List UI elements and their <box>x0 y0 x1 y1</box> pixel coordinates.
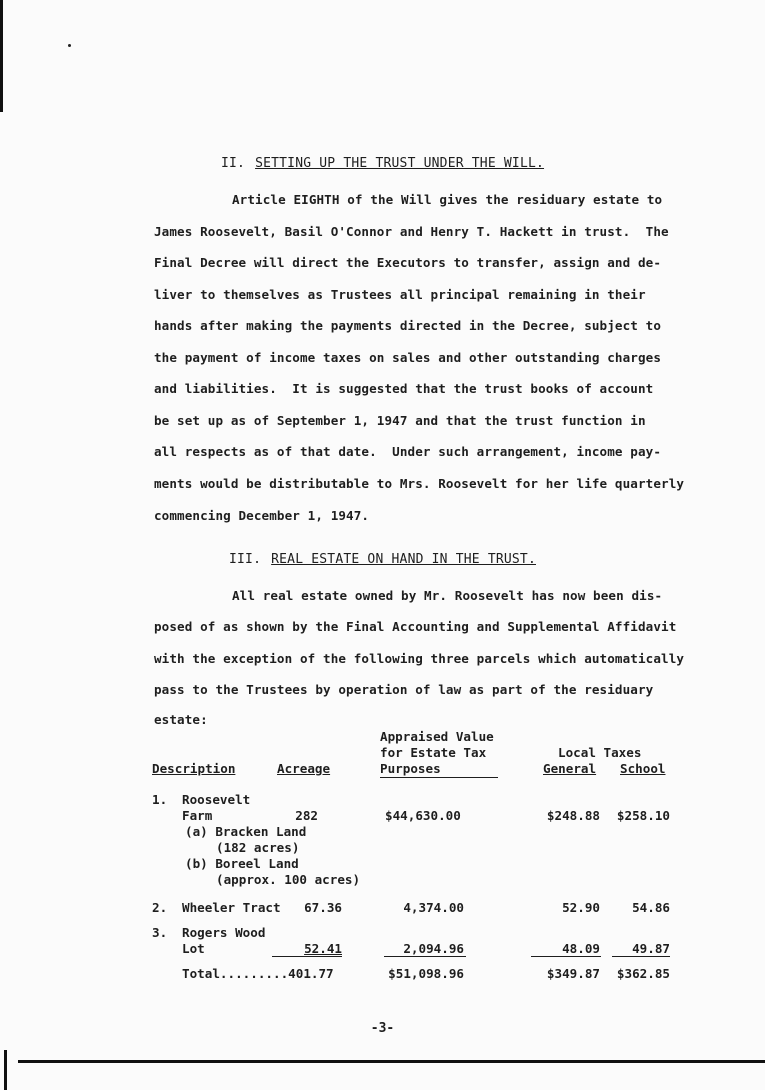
row-acreage: 282 <box>295 808 318 823</box>
row-appraised: 4,374.00 <box>403 900 464 915</box>
header-appraised-line2: for Estate Tax <box>380 745 487 760</box>
total-school: $362.85 <box>616 966 670 981</box>
paragraph-line: be set up as of September 1, 1947 and that the trust function in <box>154 413 646 428</box>
row-name: Rogers Wood <box>182 925 266 940</box>
paragraph-line: pass to the Trustees by operation of law as part of the residuary <box>154 682 654 697</box>
header-description: Description <box>152 761 236 776</box>
paragraph-line: estate: <box>154 712 208 727</box>
page-number: -3- <box>370 1021 395 1036</box>
total-label: Total.........401.77 <box>182 966 334 981</box>
row-subparcel: (182 acres) <box>216 840 300 855</box>
paragraph-line: All real estate owned by Mr. Roosevelt has now been dis- <box>232 588 663 603</box>
header-appraised-line1: Appraised Value <box>380 729 494 744</box>
total-general: $349.87 <box>546 966 600 981</box>
general-total-rule <box>531 956 601 957</box>
stray-dot-mark <box>68 44 71 47</box>
paragraph-line: commencing December 1, 1947. <box>154 508 370 523</box>
row-name: Wheeler Tract <box>182 900 281 915</box>
header-appraised-line3: Purposes <box>380 761 441 776</box>
section-three-title: REAL ESTATE ON HAND IN THE TRUST. <box>271 552 536 567</box>
section-two-heading <box>0 156 765 171</box>
row-school: 49.87 <box>632 941 670 956</box>
row-number: 1. <box>152 792 168 807</box>
row-subparcel: (a) Bracken Land <box>185 824 307 839</box>
header-appraised-underline <box>380 777 498 778</box>
row-general: 48.09 <box>562 941 600 956</box>
section-three-number: III. <box>229 552 262 567</box>
row-subparcel: (approx. 100 acres) <box>216 872 361 887</box>
acreage-total-rule <box>272 956 342 957</box>
total-appraised: $51,098.96 <box>388 966 464 981</box>
paragraph-line: all respects as of that date. Under such arrangement, income pay- <box>154 444 662 459</box>
header-acreage: Acreage <box>277 761 331 776</box>
bottom-rule <box>18 1060 765 1063</box>
bottom-bracket-mark <box>4 1050 7 1090</box>
paragraph-line: and liabilities. It is suggested that the trust books of account <box>154 381 654 396</box>
row-acreage: 67.36 <box>304 900 342 915</box>
paragraph-line: hands after making the payments directed in the Decree, subject to <box>154 318 662 333</box>
row-general: 52.90 <box>562 900 600 915</box>
header-general: General <box>543 761 597 776</box>
row-school: $258.10 <box>616 808 670 823</box>
appraised-total-rule <box>384 956 466 957</box>
row-school: 54.86 <box>632 900 670 915</box>
row-appraised: $44,630.00 <box>385 808 461 823</box>
row-appraised: 2,094.96 <box>403 941 464 956</box>
school-total-rule <box>612 956 670 957</box>
paragraph-line: liver to themselves as Trustees all principal remaining in their <box>154 287 646 302</box>
row-name: Lot <box>182 941 205 956</box>
row-name: Farm <box>182 808 213 823</box>
paragraph-line: posed of as shown by the Final Accounting and Supplemental Affidavit <box>154 619 677 634</box>
row-subparcel: (b) Boreel Land <box>185 856 299 871</box>
paragraph-line: Article EIGHTH of the Will gives the residuary estate to <box>232 192 663 207</box>
paragraph-line: with the exception of the following three parcels which automatically <box>154 651 685 666</box>
row-number: 3. <box>152 925 168 940</box>
row-name: Roosevelt <box>182 792 251 807</box>
paragraph-line: Final Decree will direct the Executors to transfer, assign and de- <box>154 255 662 270</box>
section-two-number: II. <box>220 156 246 171</box>
section-three-heading <box>0 552 765 567</box>
header-local-taxes: Local Taxes <box>558 745 642 760</box>
paragraph-line: ments would be distributable to Mrs. Roosevelt for her life quarterly <box>154 476 685 491</box>
paragraph-line: James Roosevelt, Basil O'Connor and Henry T. Hackett in trust. The <box>154 224 669 239</box>
row-number: 2. <box>152 900 168 915</box>
left-margin-mark <box>0 0 3 112</box>
header-school: School <box>620 761 666 776</box>
paragraph-line: the payment of income taxes on sales and other outstanding charges <box>154 350 662 365</box>
section-two-title: SETTING UP THE TRUST UNDER THE WILL. <box>255 156 545 171</box>
row-acreage: 52.41 <box>304 941 342 956</box>
row-general: $248.88 <box>546 808 600 823</box>
